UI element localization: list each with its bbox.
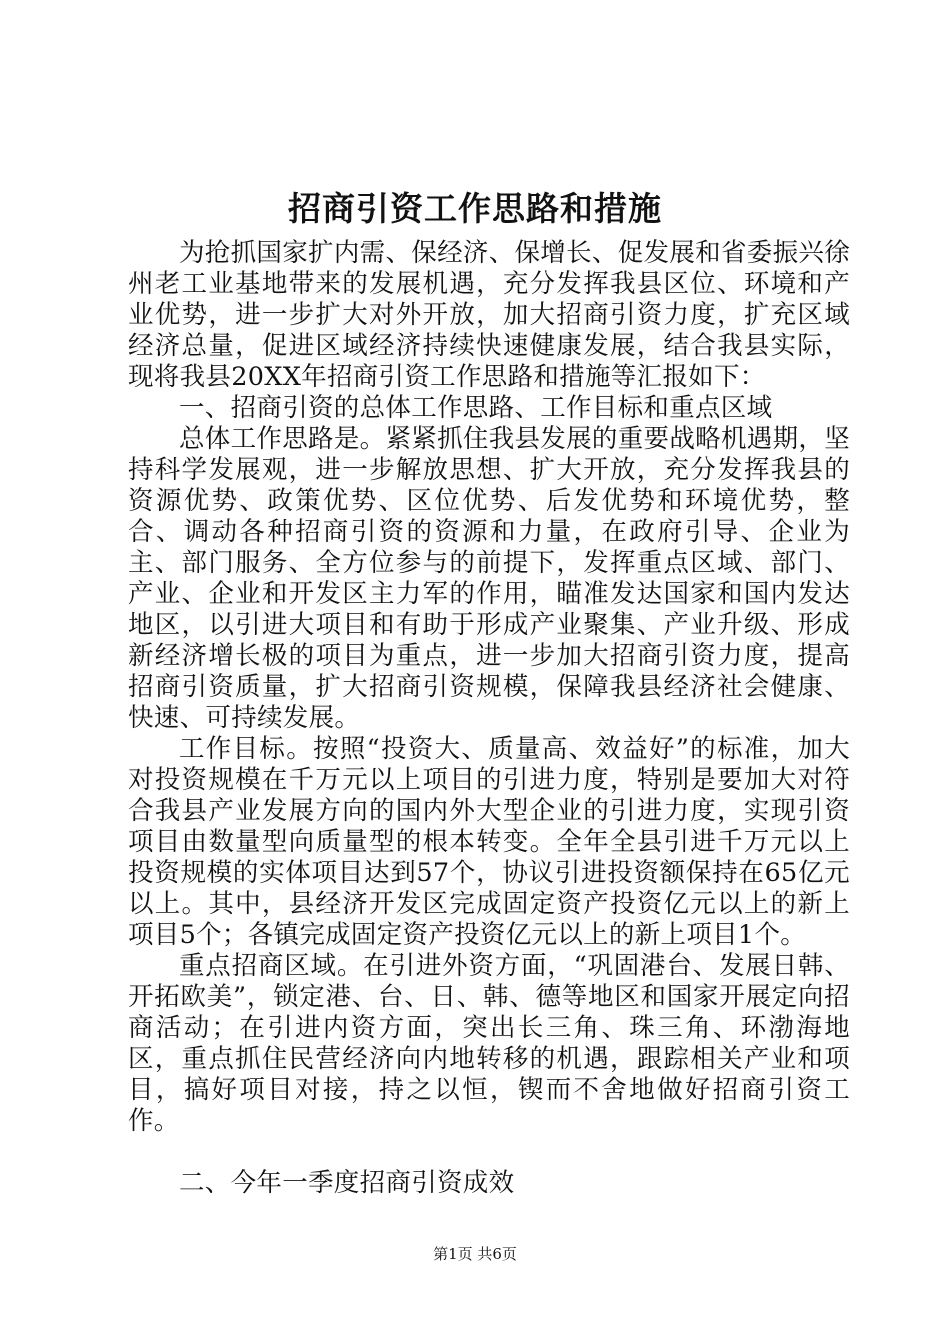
overall-approach-paragraph: 总体工作思路是。紧紧抓住我县发展的重要战略机遇期，坚持科学发展观，进一步解放思想、扩大开放，充分发挥我县的资源优势、政策优势、区位优势、后发优势和环境优势，整合、调动各种招商引资的资源和力量，在政府引导、企业为主、部门服务、全方位参与的前提下，发挥重点区域、部门、产业、企业和开发区主力军的作用，瞄准发达国家和国内发达地区，以引进大项目和有助于形成产业聚集、产业升级、形成新经济增长极的项目为重点，进一步加大招商引资力度，提高招商引资质量，扩大招商引资规模，保障我县经济社会健康、快速、可持续发展。 (128, 424, 850, 733)
section-heading-1: 一、招商引资的总体工作思路、工作目标和重点区域 (179, 393, 773, 423)
document-body (128, 238, 850, 1199)
page-footer: 第1页 共6页 (433, 1245, 517, 1263)
section-heading-2: 二、今年一季度招商引资成效 (179, 1168, 515, 1198)
work-goals-paragraph: 工作目标。按照“投资大、质量高、效益好”的标准，加大对投资规模在千万元以上项目的引进力度，特别是要加大对符合我县产业发展方向的国内外大型企业的引进力度，实现引资项目由数量型向质量型的根本转变。全年全县引进千万元以上投资规模的实体项目达到57个，协议引进投资额保持在65亿元以上。其中，县经济开发区完成固定资产投资亿元以上的新上项目5个；各镇完成固定资产投资亿元以上的新上项目1个。 (128, 734, 850, 950)
document-title: 招商引资工作思路和措施 (288, 189, 662, 228)
intro-paragraph: 为抢抓国家扩内需、保经济、保增长、促发展和省委振兴徐州老工业基地带来的发展机遇，充分发挥我县区位、环境和产业优势，进一步扩大对外开放，加大招商引资力度，扩充区域经济总量，促进区域经济持续快速健康发展，结合我县实际，现将我县20XX年招商引资工作思路和措施等汇报如下： (128, 238, 850, 392)
key-regions-paragraph: 重点招商区域。在引进外资方面，“巩固港台、发展日韩、开拓欧美”，锁定港、台、日、韩、德等地区和国家开展定向招商活动；在引进内资方面，突出长三角、珠三角、环渤海地区，重点抓住民营经济向内地转移的机遇，跟踪相关产业和项目，搞好项目对接，持之以恒，锲而不舍地做好招商引资工作。 (128, 951, 850, 1136)
